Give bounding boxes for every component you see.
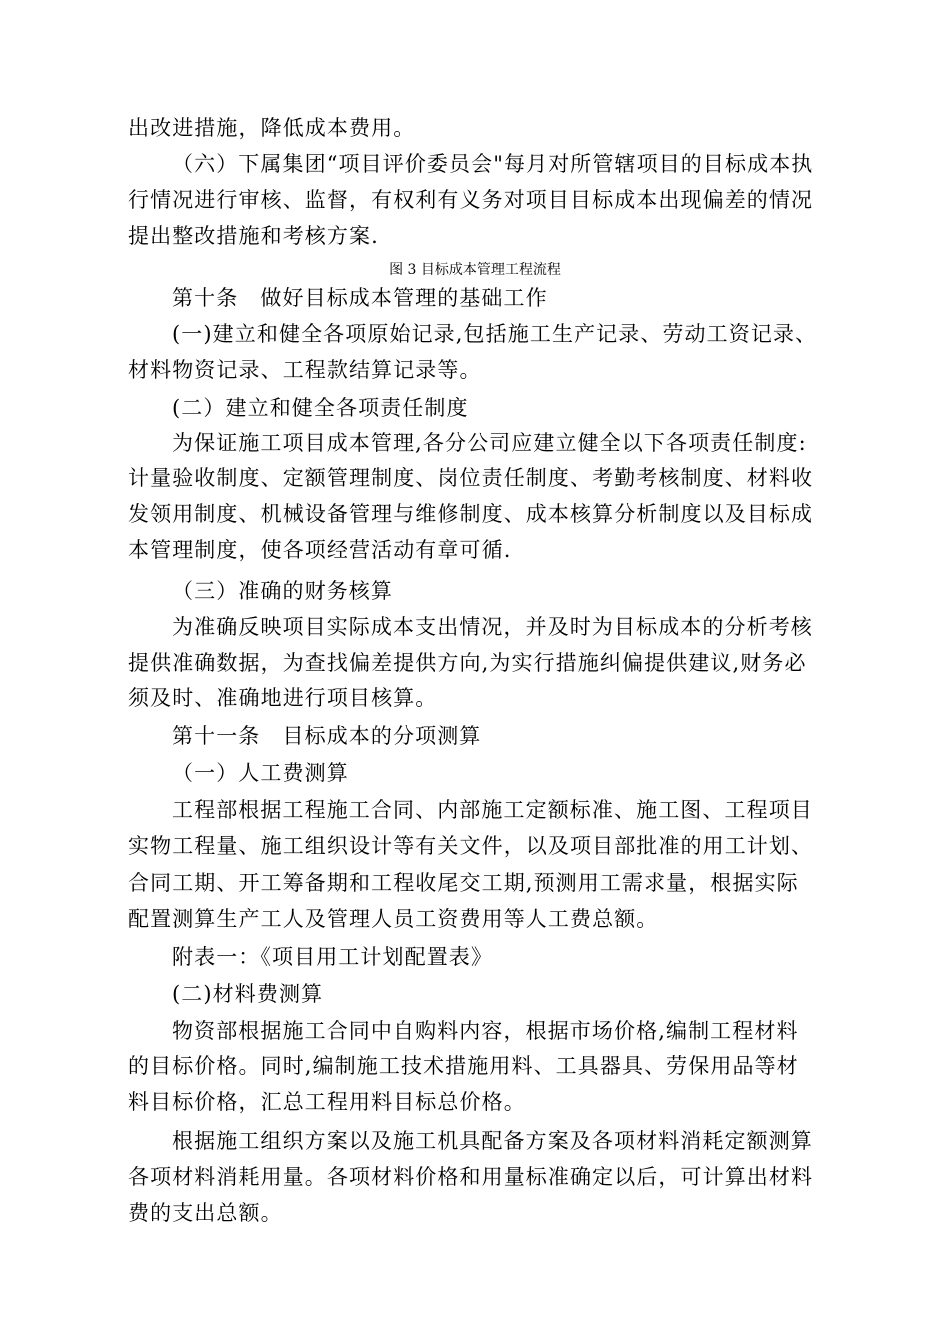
body-text-line: 行情况进行审核、监督，有权利有义务对项目目标成本出现偏差的情况 bbox=[128, 188, 814, 212]
article-eleven-heading: 第十一条 目标成本的分项测算 bbox=[172, 724, 482, 748]
subsection-heading: （一）人工费测算 bbox=[172, 761, 349, 785]
body-text-line: 为准确反映项目实际成本支出情况，并及时为目标成本的分析考核 bbox=[172, 615, 813, 639]
body-text-line: 材料物资记录、工程款结算记录等。 bbox=[128, 358, 482, 382]
body-text-line: 各项材料消耗用量。各项材料价格和用量标准确定以后，可计算出材料 bbox=[128, 1165, 814, 1189]
body-text-line: (一)建立和健全各项原始记录,包括施工生产记录、劳动工资记录、 bbox=[172, 322, 818, 346]
paragraph-six-line: （六）下属集团“项目评价委员会"每月对所管辖项目的目标成本执 bbox=[172, 152, 814, 176]
appendix-reference: 附表一：《项目用工计划配置表》 bbox=[172, 945, 493, 969]
body-text-line: 为保证施工项目成本管理,各分公司应建立健全以下各项责任制度: bbox=[172, 431, 807, 455]
subsection-heading: (二)材料费测算 bbox=[172, 982, 324, 1006]
body-text-line: 根据施工组织方案以及施工机具配备方案及各项材料消耗定额测算 bbox=[172, 1129, 813, 1153]
body-text-line: 提供准确数据，为查找偏差提供方向,为实行措施纠偏提供建议,财务必 bbox=[128, 651, 807, 675]
body-text-line: 提出整改措施和考核方案. bbox=[128, 224, 379, 248]
body-text-line: 物资部根据施工合同中自购料内容，根据市场价格,编制工程材料 bbox=[172, 1019, 799, 1043]
body-text-line: 的目标价格。同时,编制施工技术措施用料、工具器具、劳保用品等材 bbox=[128, 1054, 799, 1078]
figure-caption: 图 3 目标成本管理工程流程 bbox=[389, 262, 561, 278]
body-text-line: 合同工期、开工筹备期和工程收尾交工期,预测用工需求量，根据实际 bbox=[128, 871, 799, 895]
body-text-line: 本管理制度，使各项经营活动有章可循. bbox=[128, 538, 512, 562]
body-text-line: 出改进措施，降低成本费用。 bbox=[128, 116, 416, 140]
subsection-heading: （三）准确的财务核算 bbox=[172, 579, 393, 603]
subsection-heading: (二）建立和健全各项责任制度 bbox=[172, 396, 469, 420]
body-text-line: 实物工程量、施工组织设计等有关文件，以及项目部批准的用工计划、 bbox=[128, 834, 814, 858]
body-text-line: 工程部根据工程施工合同、内部施工定额标准、施工图、工程项目 bbox=[172, 798, 813, 822]
body-text-line: 配置测算生产工人及管理人员工资费用等人工费总额。 bbox=[128, 907, 659, 931]
body-text-line: 费的支出总额。 bbox=[128, 1201, 283, 1225]
body-text-line: 料目标价格，汇总工程用料目标总价格。 bbox=[128, 1090, 526, 1114]
article-ten-heading: 第十条 做好目标成本管理的基础工作 bbox=[172, 286, 548, 310]
body-text-line: 计量验收制度、定额管理制度、岗位责任制度、考勤考核制度、材料收 bbox=[128, 466, 814, 490]
body-text-line: 须及时、准确地进行项目核算。 bbox=[128, 686, 438, 710]
body-text-line: 发领用制度、机械设备管理与维修制度、成本核算分析制度以及目标成 bbox=[128, 502, 814, 526]
